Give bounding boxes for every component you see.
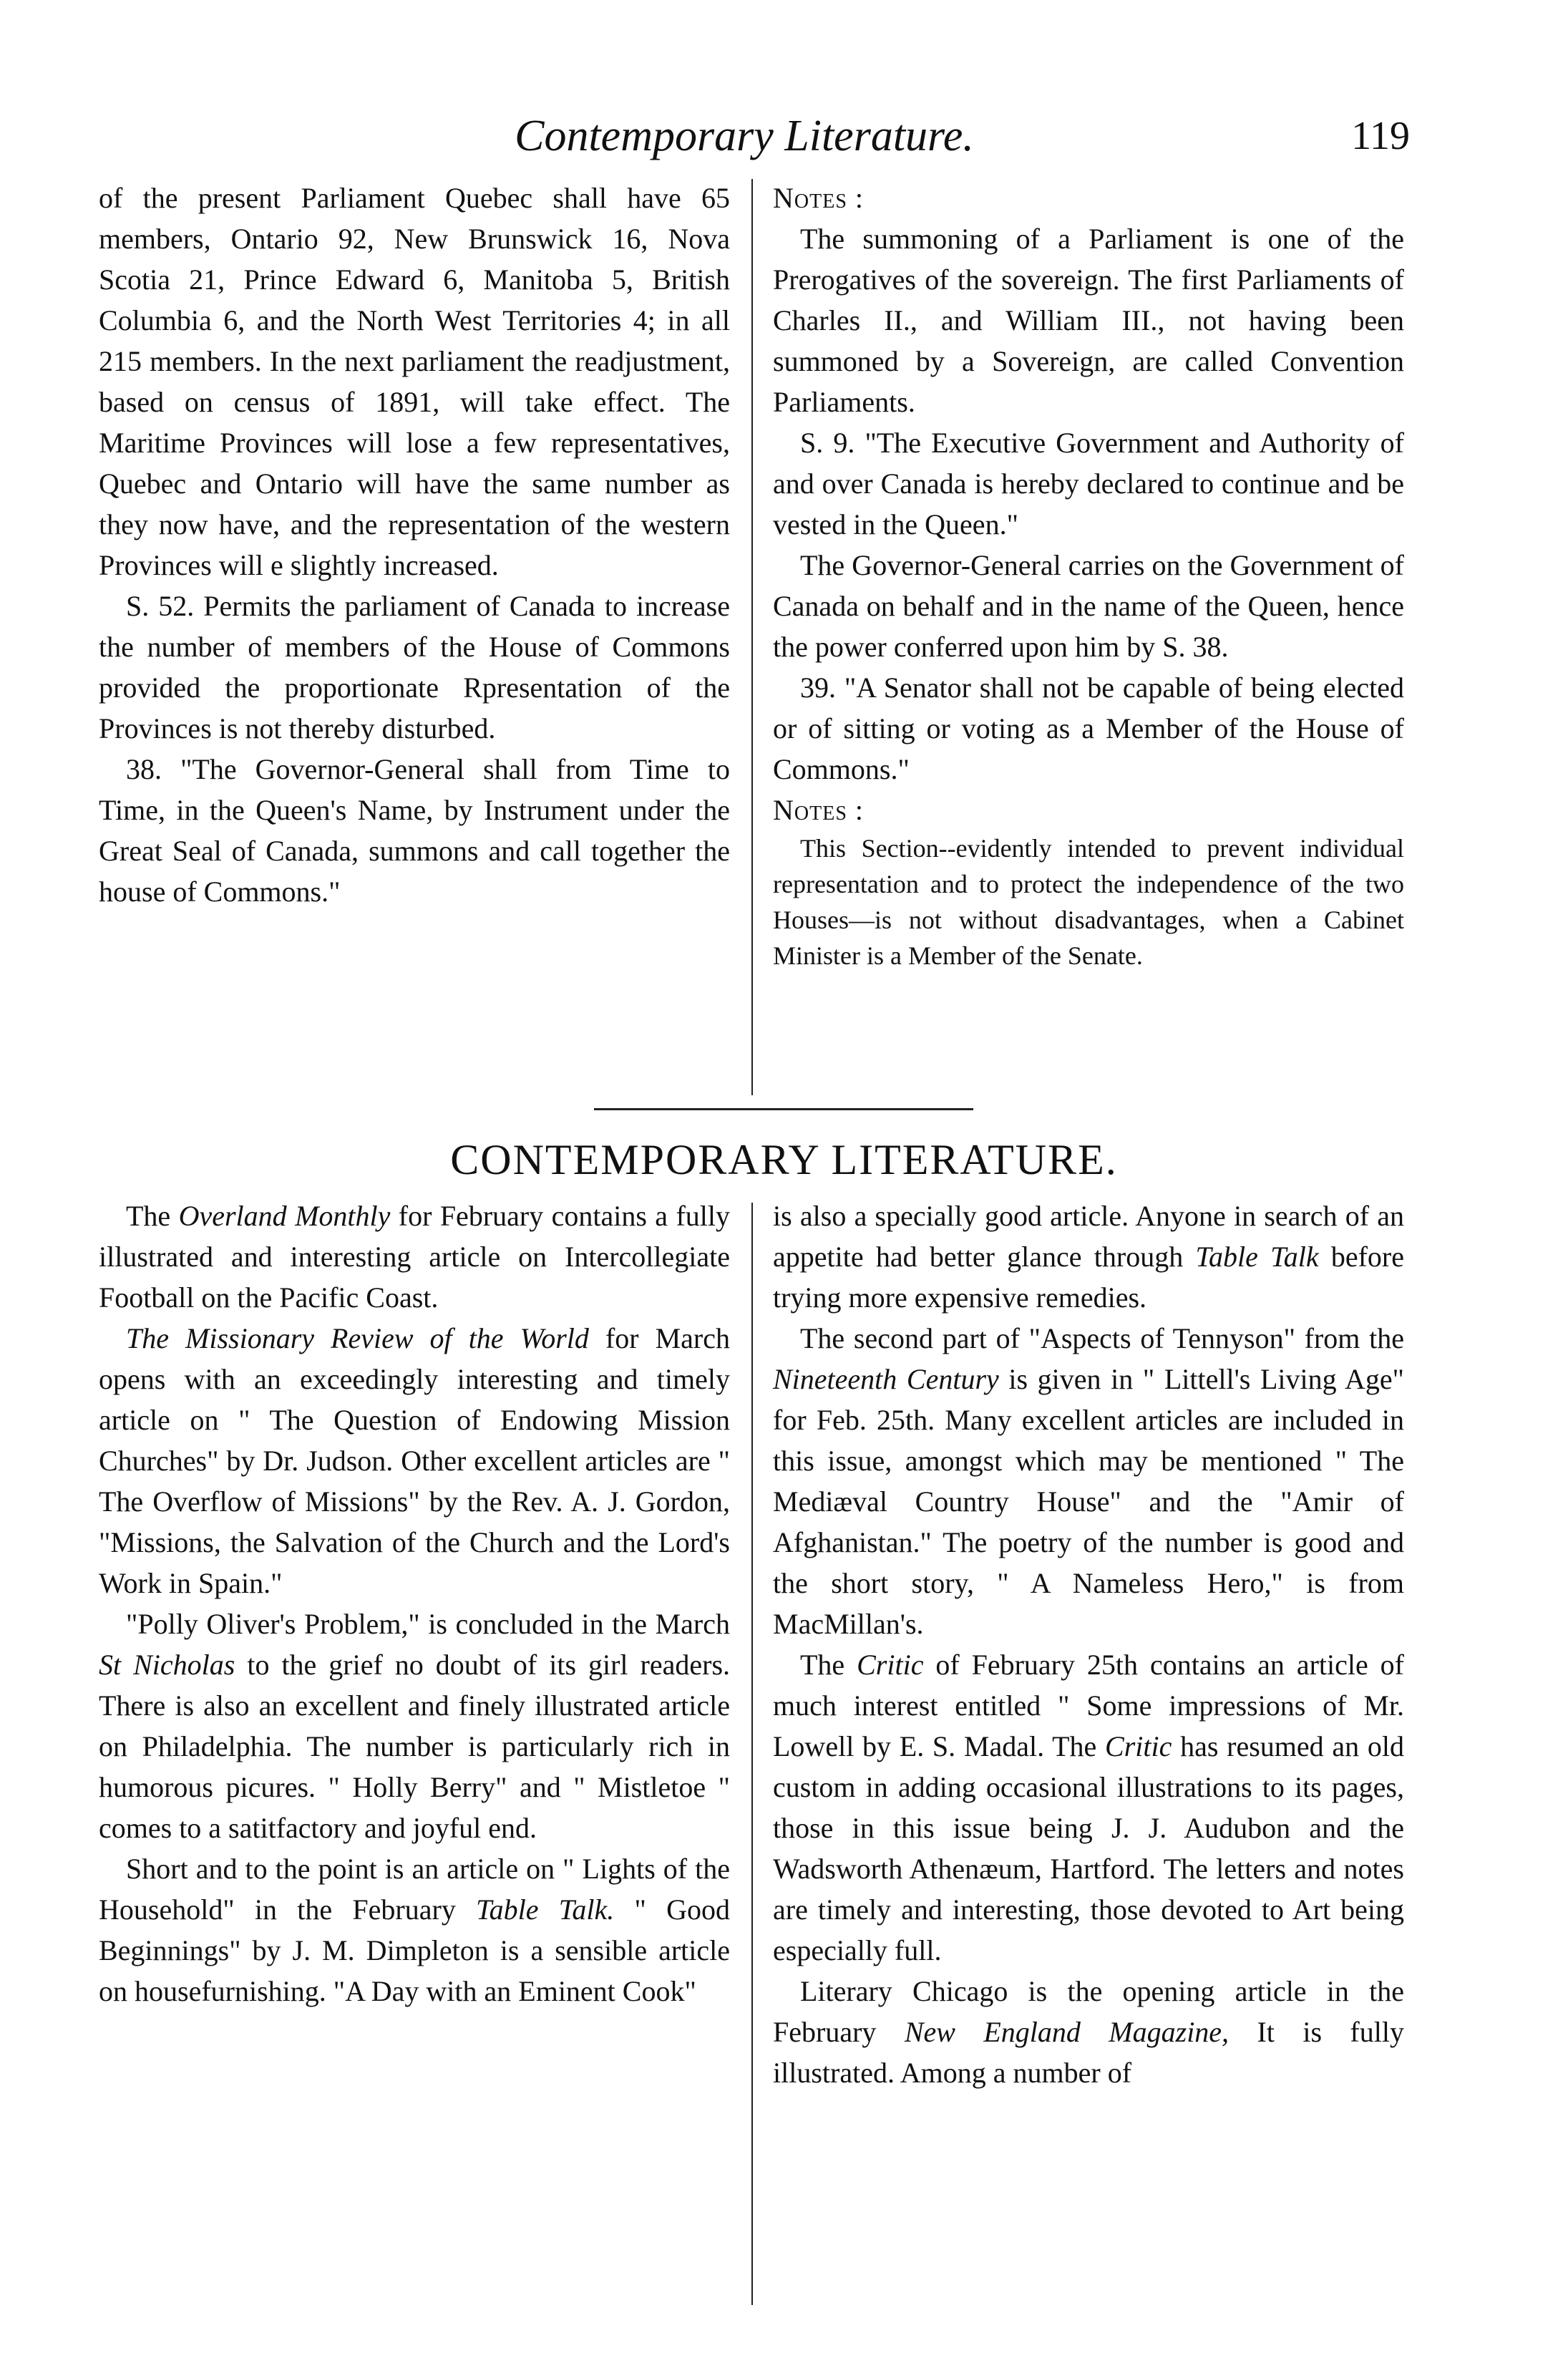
text-run: is given in " Littell's Living Age" for Feb. 25th. Many excellent articles are included in this issue, amongst which may be mentioned " The Mediæval Country House" and the "Amir of Afghanistan." The poetry of the number is good and the short story, " A Nameless Hero," is from MacMillan's.: [773, 1363, 1404, 1640]
running-title: Contemporary Literature.: [515, 112, 974, 160]
paragraph: [773, 1644, 1404, 1971]
paragraph: The summoning of a Parliament is one of the Prerogatives of the sovereign. The first Parliaments of Charles II., and William III., not having been summoned by a Sovereign, are called Convention Parliaments.: [773, 223, 1404, 418]
text-run: The second part of "Aspects of Tennyson" from the: [800, 1322, 1404, 1354]
paragraph: 38. "The Governor-General shall from Time to Time, in the Queen's Name, by Instrument under the Great Seal of Canada, summons and call together the house of Commons.": [99, 753, 730, 908]
text-run: The: [126, 1200, 179, 1232]
text-run: The: [800, 1649, 857, 1681]
text-run: before trying more expensive remedies.: [773, 1241, 1405, 1314]
text-run: It is fully illustrated. Among a number of: [773, 2016, 1404, 2089]
bottom-left-column: [99, 1195, 730, 2012]
text-run: Short and to the point is an article on " Lights of the Household" in the February: [99, 1853, 730, 1926]
paragraph: of the present Parliament Quebec shall have 65 members, Ontario 92, New Brunswick 16, Nova Scotia 21, Prince Edward 6, Manitoba 5, British Columbia 6, and the North West Territories 4; in all 215 members. In the next parliament the readjustment, based on census of 1891, will take effect. The Maritime Provinces will lose a few representatives, Quebec and Ontario will have the same number as they now have, and the representation of the western Provinces will e slightly increased.: [99, 182, 730, 581]
column-divider-bottom: [751, 1203, 753, 2305]
italic-title: Table Talk: [1195, 1241, 1319, 1273]
paragraph: [99, 1318, 730, 1603]
text-run: " Good Beginnings" by J. M. Dimpleton is a sensible article on housefurnishing. "A Day with an Eminent Cook": [99, 1893, 730, 2007]
paragraph: [99, 1195, 730, 1318]
paragraph: [773, 1318, 1404, 1644]
italic-title: Critic: [857, 1649, 924, 1681]
italic-title: The Missionary Review of the World: [126, 1322, 589, 1354]
paragraph: S. 9. "The Executive Government and Authority of and over Canada is hereby declared to continue and be vested in the Queen.": [773, 427, 1404, 540]
italic-title: Critic: [1105, 1730, 1172, 1762]
text-run: to the grief no doubt of its girl readers. There is also an excellent and finely illustrated article on Philadelphia. The number is particularly rich in humorous picures. " Holly Berry" and " Mistletoe " comes to a satitfactory and joyful end.: [99, 1649, 731, 1844]
text-run: has resumed an old custom in adding occasional illustrations to its pages, those in this issue being J. J. Audubon and the Wadsworth Athenæum, Hartford. The letters and notes are timely and interesting, those devoted to Art being especially full.: [773, 1730, 1404, 1966]
top-right-column: [773, 178, 1404, 974]
paragraph: The Governor-General carries on the Government of Canada on behalf and in the name of the Queen, hence the power conferred upon him by S. 38.: [773, 549, 1404, 663]
text-run: of February 25th contains an article of much interest entitled " Some impressions of Mr. Lowell by E. S. Madal. The: [773, 1649, 1405, 1762]
paragraph: [773, 1971, 1404, 2093]
notes-label: Notes :: [773, 794, 864, 826]
text-run: for February contains a fully illustrated and interesting article on Intercollegiate Football on the Pacific Coast.: [99, 1200, 731, 1314]
italic-title: St Nicholas: [99, 1649, 235, 1681]
page-number: 119: [1351, 114, 1410, 158]
italic-title: Table Talk.: [476, 1893, 615, 1926]
running-head: [0, 107, 1568, 165]
italic-title: Overland Monthly: [178, 1200, 391, 1232]
section-rule: [594, 1108, 973, 1110]
text-run: "Polly Oliver's Problem," is concluded in the March: [126, 1608, 730, 1640]
text-run: is also a specially good article. Anyone in search of an appetite had better glance through: [773, 1200, 1404, 1273]
paragraph: This Section--evidently intended to prevent individual representation and to protect the independence of the two Houses—is not without disadvantages, when a Cabinet Minister is a Member of the Senate.: [773, 834, 1404, 970]
paragraph: [99, 1848, 730, 2012]
section-heading: CONTEMPORARY LITERATURE.: [450, 1136, 1118, 1183]
paragraph: S. 52. Permits the parliament of Canada to increase the number of members of the House of Commons provided the proportionate Rpresentation of the Provinces is not thereby disturbed.: [99, 590, 730, 744]
paragraph: [773, 1195, 1404, 1318]
paragraph: 39. "A Senator shall not be capable of being elected or of sitting or voting as a Member of the House of Commons.": [773, 671, 1404, 785]
italic-title: Nineteenth Century: [773, 1363, 999, 1395]
notes-label: Notes :: [773, 182, 864, 214]
text-run: for March opens with an exceedingly interesting and timely article on " The Question of Endowing Mission Churches" by Dr. Judson. Other excellent articles are " The Overflow of Missions" by the Rev. A. J. Gordon, "Missions, the Salvation of the Church and the Lord's Work in Spain.": [99, 1322, 731, 1599]
bottom-right-column: [773, 1195, 1404, 2093]
text-run: Literary Chicago is the opening article in the February: [773, 1975, 1404, 2048]
top-left-column: [99, 178, 730, 912]
column-divider-top: [751, 179, 753, 1095]
italic-title: New England Magazine,: [904, 2016, 1229, 2048]
paragraph: [99, 1603, 730, 1848]
